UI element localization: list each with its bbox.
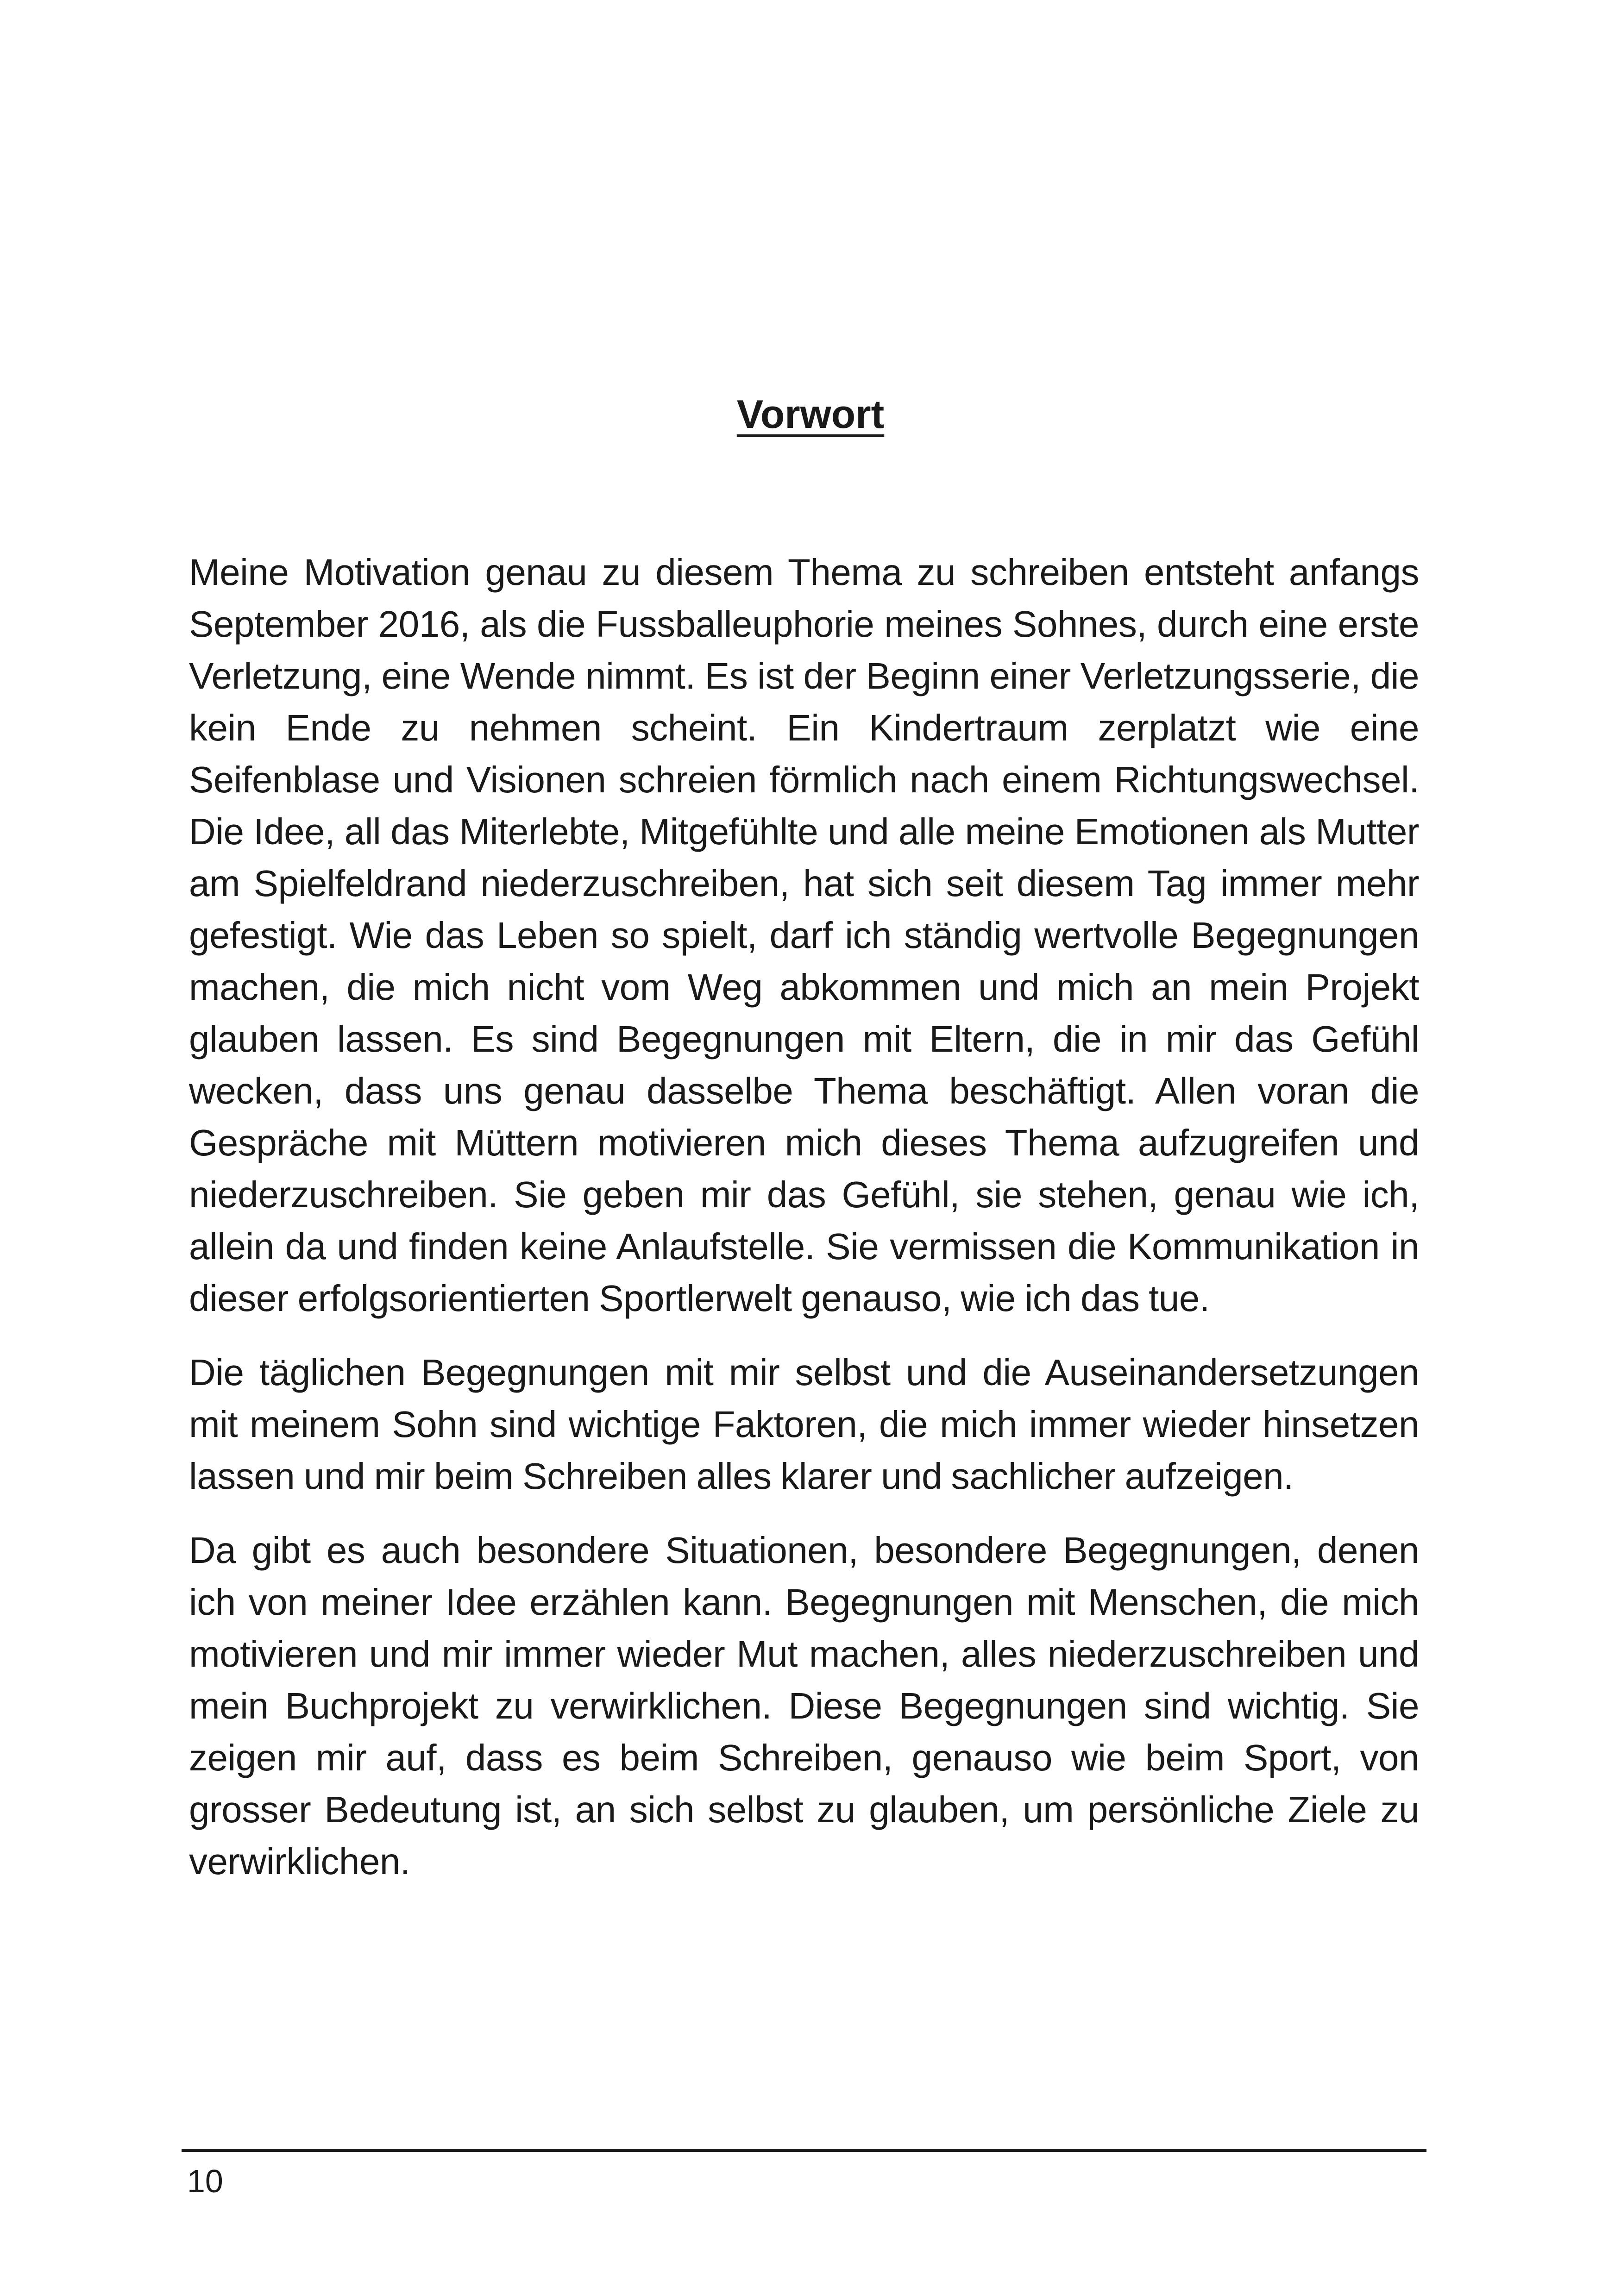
paragraph-3: Da gibt es auch besondere Situationen, besondere Begegnungen, denen ich von meiner Idee erzählen kann. Begegnungen mit Menschen, die mich motivieren und mir immer wieder Mut machen, alles niederzuschreiben und mein Buchprojekt zu verwirklichen. Diese Begegnungen sind wichtig. Sie zeigen mir auf, dass es beim Schreiben, genauso wie beim Sport, von grosser Bedeutung ist, an sich selbst zu glauben, um persönliche Ziele zu verwirklichen.	[189, 1530, 1419, 1882]
paragraph-1: Meine Motivation genau zu diesem Thema zu schreiben entsteht anfangs September 2016, als die Fussballeuphorie meines Sohnes, durch eine erste Verletzung, eine Wende nimmt. Es ist der Beginn einer Verletzungsserie, die kein Ende zu nehmen scheint. Ein Kindertraum zerplatzt wie eine Seifenblase und Visionen schreien förmlich nach einem Richtungswechsel. Die Idee, all das Miterlebte, Mitgefühlte und alle meine Emotionen als Mutter am Spielfeldrand niederzuschreiben, hat sich seit diesem Tag immer mehr gefestigt. Wie das Leben so spielt, darf ich ständig wertvolle Begegnungen machen, die mich nicht vom Weg abkommen und mich an mein Projekt glauben lassen. Es sind Begegnungen mit Eltern, die in mir das Gefühl wecken, dass uns genau dasselbe Thema beschäftigt. Allen voran die Gespräche mit Müttern motivieren mich dieses Thema aufzugreifen und niederzuschreiben. Sie geben mir das Gefühl, sie stehen, genau wie ich, allein da und finden keine Anlaufstelle. Sie vermissen die Kommunikation in dieser erfolgsorientierten Sportlerwelt genauso, wie ich das tue.	[189, 552, 1419, 1319]
page-number: 10	[187, 2163, 223, 2199]
footer-divider	[182, 2149, 1426, 2152]
chapter-title: Vorwort	[736, 392, 885, 437]
body-text	[189, 546, 1419, 1910]
paragraph-2: Die täglichen Begegnungen mit mir selbst und die Auseinandersetzungen mit meinem Sohn sind wichtige Faktoren, die mich immer wieder hinsetzen lassen und mir beim Schreiben alles klarer und sachlicher aufzeigen.	[189, 1352, 1419, 1497]
